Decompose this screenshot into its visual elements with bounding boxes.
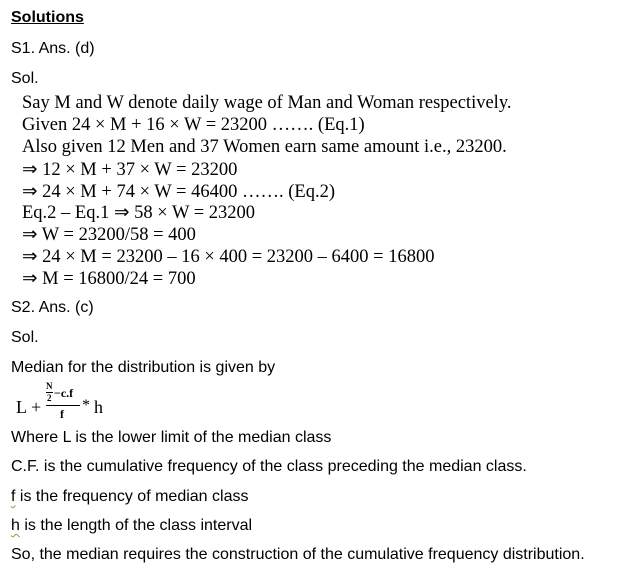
so-line: So, the median requires the construction of the cumulative frequency distribution. (11, 546, 585, 563)
s1-line: ⇒ 24 × M = 23200 – 16 × 400 = 23200 – 6400 = 16800 (22, 247, 435, 267)
formula-f: f (60, 407, 64, 421)
s1-line: ⇒ 24 × M + 74 × W = 46400 ……. (Eq.2) (22, 182, 335, 202)
s1-line: ⇒ 12 × M + 37 × W = 23200 (22, 160, 238, 180)
f-line (11, 488, 248, 506)
s2-answer: S2. Ans. (c) (11, 299, 94, 316)
h-line (11, 517, 252, 535)
cf-line: C.F. is the cumulative frequency of the class preceding the median class. (11, 458, 527, 475)
s1-answer: S1. Ans. (d) (11, 40, 95, 57)
h-description: is the length of the class interval (19, 517, 253, 534)
s1-line: Also given 12 Men and 37 Women earn same amount i.e., 23200. (22, 137, 507, 157)
page-title: Solutions (11, 9, 84, 26)
formula-N: N (46, 381, 53, 391)
formula-L: L (16, 397, 27, 417)
s1-line: ⇒ M = 16800/24 = 700 (22, 269, 196, 289)
formula-minus-cf: −c.f (54, 386, 74, 400)
s2-intro: Median for the distribution is given by (11, 359, 276, 376)
s1-line: Say M and W denote daily wage of Man and Woman respectively. (22, 93, 512, 113)
formula-two: 2 (47, 393, 52, 403)
f-description: is the frequency of median class (15, 488, 249, 505)
s1-line: Given 24 × M + 16 × W = 23200 ……. (Eq.1) (22, 115, 365, 135)
where-L-line: Where L is the lower limit of the median class (11, 429, 332, 446)
formula-plus: + (31, 397, 42, 417)
f-letter: f (11, 488, 16, 505)
h-letter: h (11, 517, 20, 534)
s2-sol-label: Sol. (11, 329, 39, 346)
s1-line: ⇒ W = 23200/58 = 400 (22, 225, 196, 245)
formula-fraction-bar (46, 405, 80, 406)
s1-sol-label: Sol. (11, 70, 39, 87)
formula-times: * (82, 397, 90, 414)
formula-h: h (94, 397, 103, 417)
s1-line: Eq.2 – Eq.1 ⇒ 58 × W = 23200 (22, 203, 256, 223)
